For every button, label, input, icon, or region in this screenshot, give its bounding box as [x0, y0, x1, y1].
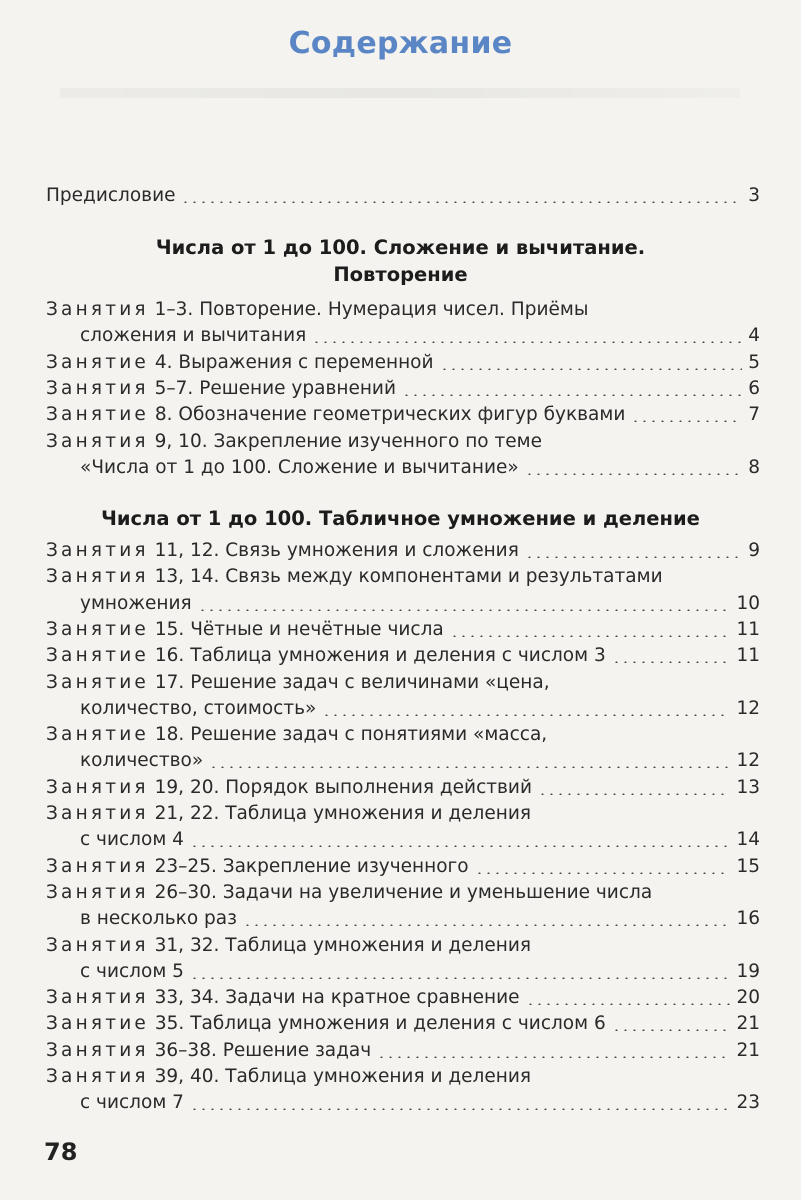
toc-entry	[46, 644, 760, 668]
dot-leader	[538, 793, 730, 795]
page-title: Содержание	[288, 26, 513, 61]
lesson-title: 39, 40. Таблица умножения и деления	[148, 1066, 531, 1087]
toc-page-number: 5	[748, 351, 760, 373]
lesson-title: 11, 12. Связь умножения и сложения	[148, 540, 519, 561]
toc-page-number: 23	[736, 1092, 760, 1114]
toc-entry-label: умножения	[80, 592, 192, 614]
toc-entry-preface	[46, 184, 760, 208]
lesson-title: 9, 10. Закрепление изученного по теме	[148, 430, 542, 452]
dot-leader	[190, 977, 731, 979]
dot-leader	[209, 766, 730, 768]
lesson-keyword: Занятие	[46, 724, 150, 746]
toc-entry	[46, 618, 760, 642]
lesson-keyword: Занятия	[46, 299, 149, 320]
toc-entry	[46, 881, 760, 905]
lesson-title: 35. Таблица умножения и деления с числом 6	[149, 1013, 606, 1035]
dot-leader	[526, 1003, 731, 1005]
section-heading: Числа от 1 до 100. Сложение и вычитание.	[155, 236, 646, 259]
dot-leader	[525, 556, 742, 558]
toc-entry-continuation	[80, 907, 760, 931]
dot-leader	[475, 872, 731, 874]
toc-page-number: 12	[736, 750, 760, 772]
toc-entry-continuation	[80, 749, 760, 773]
toc-entry	[46, 723, 760, 747]
lesson-keyword: Занятия	[46, 987, 149, 1009]
toc-entry-label	[46, 803, 531, 824]
lesson-title: 5–7. Решение уравнений	[148, 377, 396, 399]
toc-entry	[46, 776, 760, 800]
toc-entry-label	[46, 431, 542, 452]
toc-entry	[46, 1012, 760, 1036]
lesson-keyword: Занятие	[46, 351, 150, 373]
toc-entry-label: с числом 4	[80, 829, 184, 851]
dot-leader	[612, 1029, 731, 1031]
dot-leader	[190, 1108, 731, 1110]
toc-entry-label: количество»	[80, 750, 204, 772]
lesson-title: 31, 32. Таблица умножения и деления	[148, 934, 531, 956]
toc-entry-label	[46, 777, 532, 798]
dot-leader	[631, 420, 742, 422]
toc-entry	[46, 986, 760, 1010]
toc-entry-label	[46, 672, 550, 693]
toc-entry-label: сложения и вычитания	[80, 325, 307, 347]
toc-page-number: 8	[748, 456, 760, 478]
toc-entry	[46, 1039, 760, 1063]
toc-page-number: 15	[736, 855, 760, 877]
lesson-title: 23–25. Закрепление изученного	[148, 855, 469, 877]
toc-entry	[46, 671, 760, 695]
toc-page-number: 4	[748, 325, 760, 347]
dot-leader	[312, 341, 742, 343]
toc-entry	[46, 351, 760, 375]
lesson-title: 17. Решение задач с величинами «цена,	[149, 671, 550, 693]
toc-page-number: 3	[748, 185, 760, 206]
lesson-title: 33, 34. Задачи на кратное сравнение	[148, 987, 520, 1009]
toc-entry-label	[46, 1040, 371, 1061]
toc-entry	[46, 802, 760, 826]
dot-leader	[525, 473, 743, 475]
toc-entry-label	[46, 378, 396, 399]
toc-entry-continuation	[80, 1091, 760, 1115]
dot-leader	[402, 394, 742, 396]
toc-entry-label	[46, 566, 663, 587]
toc-entry-label	[46, 856, 469, 877]
toc-entry	[46, 403, 760, 427]
toc-page-number: 20	[736, 987, 760, 1009]
dot-leader	[322, 714, 730, 716]
lesson-title: 19, 20. Порядок выполнения действий	[148, 776, 532, 798]
toc-entry-continuation	[80, 697, 760, 721]
toc-entry	[46, 430, 760, 454]
toc-entry-label	[46, 1013, 606, 1034]
lesson-keyword: Занятия	[46, 430, 149, 452]
toc-entry	[46, 1065, 760, 1089]
lesson-keyword: Занятия	[46, 1066, 149, 1087]
lesson-keyword: Занятия	[46, 855, 149, 877]
toc-page-number: 11	[736, 645, 760, 667]
toc-entry-label	[46, 540, 519, 561]
toc-page-number: 14	[736, 829, 760, 851]
lesson-keyword: Занятие	[46, 645, 150, 667]
toc-entry-continuation	[80, 324, 760, 348]
lesson-title: 36–38. Решение задач	[148, 1039, 372, 1061]
lesson-keyword: Занятие	[46, 618, 150, 640]
dot-leader	[198, 609, 731, 611]
toc-page-number: 11	[736, 618, 760, 640]
lesson-keyword: Занятия	[46, 934, 149, 956]
lesson-title: 26–30. Задачи на увеличение и уменьшение числа	[148, 881, 653, 903]
dot-leader	[440, 368, 743, 370]
dot-leader	[190, 845, 731, 847]
toc-entry-label	[46, 987, 520, 1008]
toc-entry	[46, 539, 760, 563]
toc-entry-label	[46, 619, 444, 640]
toc-page-number: 12	[736, 697, 760, 719]
lesson-title: 16. Таблица умножения и деления с числом 3	[149, 645, 606, 667]
dot-leader	[181, 201, 742, 203]
toc-entry-label	[46, 935, 531, 956]
lesson-title: 4. Выражения с переменной	[149, 351, 434, 373]
toc-page-number: 10	[736, 592, 760, 614]
toc-entry-label	[46, 645, 606, 666]
page-number: 78	[44, 1138, 78, 1166]
toc-entry	[46, 934, 760, 958]
lesson-title: 21, 22. Таблица умножения и деления	[148, 803, 531, 824]
dot-leader	[243, 924, 731, 926]
toc-page-number: 7	[748, 404, 760, 426]
lesson-title: 15. Чётные и нечётные числа	[149, 618, 444, 640]
toc-page-number: 21	[736, 1013, 760, 1035]
lesson-keyword: Занятие	[46, 1013, 150, 1035]
toc-entry-continuation	[80, 960, 760, 984]
toc-entry	[46, 298, 760, 322]
toc-entry-label: с числом 5	[80, 960, 184, 982]
toc-entry-continuation	[80, 592, 760, 616]
toc-entry-label	[46, 724, 547, 745]
toc-page-number: 19	[736, 960, 760, 982]
lesson-title: 13, 14. Связь между компонентами и результатами	[148, 566, 663, 588]
toc-entry-label	[46, 352, 434, 373]
toc-entry-label	[46, 882, 652, 903]
lesson-keyword: Занятие	[46, 404, 150, 426]
lesson-keyword: Занятия	[46, 803, 149, 824]
toc-page-number: 16	[736, 908, 760, 930]
lesson-keyword: Занятия	[46, 1039, 149, 1061]
lesson-keyword: Занятия	[46, 566, 149, 588]
toc-entry	[46, 377, 760, 401]
lesson-title: 1–3. Повторение. Нумерация чисел. Приёмы	[148, 299, 589, 320]
toc-entry-label: количество, стоимость»	[80, 697, 317, 719]
toc-entry-label: Предисловие	[46, 185, 176, 206]
lesson-keyword: Занятия	[46, 540, 149, 561]
toc-entry-label	[46, 299, 588, 320]
toc-entry-label	[46, 1066, 531, 1087]
lesson-title: 8. Обозначение геометрических фигур буквами	[149, 404, 626, 426]
lesson-keyword: Занятия	[46, 776, 149, 798]
toc-entry-label: «Числа от 1 до 100. Сложение и вычитание»	[80, 456, 519, 478]
toc-page-number: 13	[736, 776, 760, 798]
lesson-title: 18. Решение задач с понятиями «масса,	[149, 724, 548, 746]
section-heading: Повторение	[333, 263, 468, 286]
toc-page-number: 6	[748, 377, 760, 399]
toc-entry-continuation	[80, 828, 760, 852]
toc-entry-label	[46, 404, 625, 425]
lesson-keyword: Занятия	[46, 377, 149, 399]
section-heading: Числа от 1 до 100. Табличное умножение и деление	[101, 507, 700, 530]
dot-leader	[450, 635, 731, 637]
toc-entry-label: с числом 7	[80, 1092, 184, 1114]
toc-entry-continuation	[80, 456, 760, 480]
toc-entry	[46, 855, 760, 879]
toc-page-number: 9	[748, 540, 760, 561]
lesson-keyword: Занятие	[46, 671, 150, 693]
dot-leader	[612, 661, 731, 663]
toc-page-number: 21	[736, 1039, 760, 1061]
toc-entry-label: в несколько раз	[80, 908, 237, 930]
dot-leader	[377, 1056, 730, 1058]
toc-entry	[46, 565, 760, 589]
lesson-keyword: Занятия	[46, 881, 149, 903]
